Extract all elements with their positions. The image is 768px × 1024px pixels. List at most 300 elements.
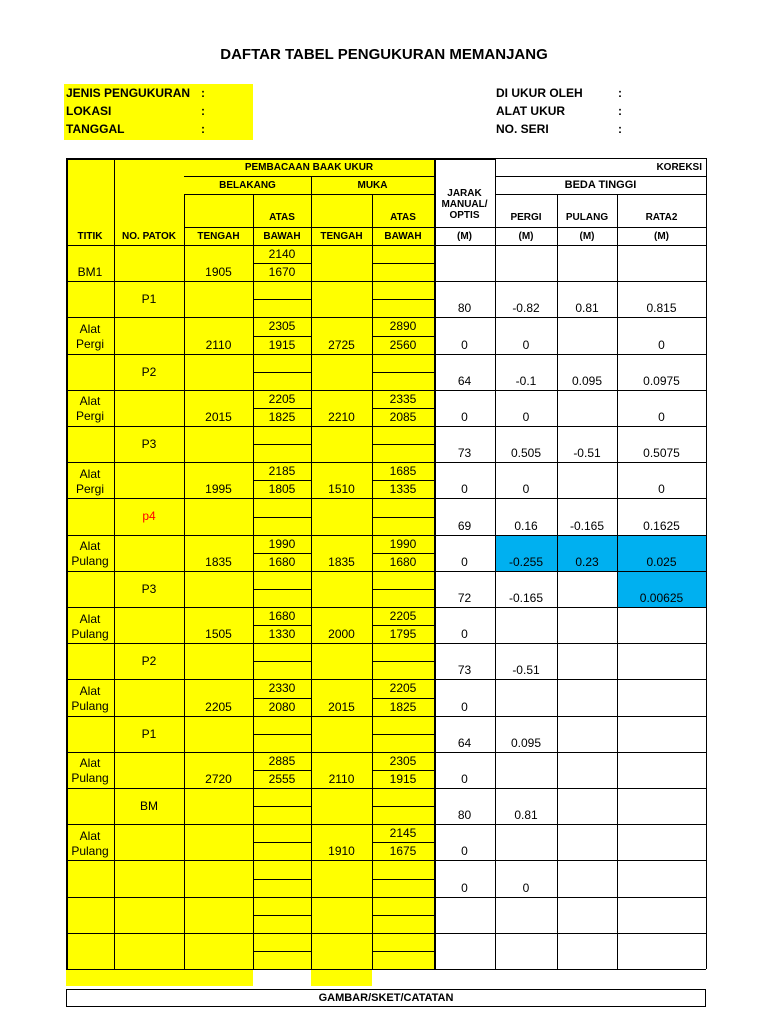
- cell-bawah-belakang: [253, 879, 311, 897]
- cell-bawah-belakang: [253, 589, 311, 607]
- grid-line: [184, 227, 434, 228]
- cell-pulang: [557, 480, 617, 498]
- cell-atas-belakang: 2330: [268, 681, 296, 696]
- cell-rata2: [617, 734, 706, 752]
- cell-bawah-belakang: [253, 299, 311, 317]
- cell-bawah-muka: [372, 734, 434, 752]
- cell-bawah-belakang: 1805: [268, 482, 296, 497]
- cell-atas-muka: [372, 245, 434, 263]
- cell-jarak: 73: [457, 663, 472, 678]
- grid-line: [495, 194, 706, 195]
- cell-pulang: -0.51: [573, 446, 601, 461]
- cell-pulang: 0.095: [571, 373, 603, 388]
- cell-tengah-belakang: [184, 299, 253, 317]
- cell-pulang: [557, 915, 617, 933]
- cell-atas-muka: 2205: [389, 681, 417, 696]
- cell-pergi: 0: [522, 482, 530, 497]
- cell-no-patok: P3: [141, 581, 157, 596]
- header-pergi: PERGI: [510, 211, 542, 223]
- cell-tengah-muka: [311, 951, 372, 969]
- cell-no-patok: P3: [141, 437, 157, 452]
- cell-atas-muka: 2335: [389, 391, 417, 406]
- cell-atas-belakang: [253, 643, 311, 661]
- cell-pergi: [495, 842, 557, 860]
- cell-atas-belakang: 2205: [268, 391, 296, 406]
- cell-tengah-muka: [311, 879, 372, 897]
- cell-tengah-belakang: [184, 661, 253, 679]
- cell-rata2: [617, 951, 706, 969]
- header-rata2: RATA2: [645, 211, 678, 223]
- cell-bawah-belakang: 1825: [268, 409, 296, 424]
- info-colon: :: [201, 104, 205, 118]
- cell-pergi: [495, 770, 557, 788]
- cell-tengah-muka: 2110: [328, 771, 355, 786]
- cell-bawah-belakang: [253, 951, 311, 969]
- cell-pulang: [557, 842, 617, 860]
- cell-bawah-belakang: [253, 806, 311, 824]
- cell-bawah-belakang: 1680: [268, 554, 296, 569]
- cell-atas-muka: [372, 933, 434, 951]
- cell-pergi: 0: [522, 409, 530, 424]
- table-bottom-border: [66, 969, 434, 970]
- cell-pulang: [557, 951, 617, 969]
- column-border: [311, 245, 312, 969]
- cell-tengah-belakang: 2015: [205, 409, 232, 424]
- cell-atas-belakang: 1990: [268, 536, 296, 551]
- header-koreksi: KOREKSI: [656, 161, 702, 173]
- cell-bawah-muka: [372, 661, 434, 679]
- cell-atas-muka: 1990: [389, 536, 417, 551]
- cell-pergi: [495, 625, 557, 643]
- cell-rata2: 0.025: [646, 554, 677, 569]
- cell-bawah-muka: 1335: [389, 482, 417, 497]
- cell-titik: [66, 716, 114, 752]
- info-colon: :: [618, 86, 622, 100]
- info-colon: :: [618, 122, 622, 136]
- column-border: [706, 245, 707, 969]
- cell-bawah-muka: [372, 806, 434, 824]
- cell-atas-belakang: [253, 716, 311, 734]
- cell-atas-muka: [372, 426, 434, 444]
- cell-pergi: -0.1: [515, 373, 537, 388]
- cell-atas-muka: [372, 571, 434, 589]
- cell-jarak: 0: [461, 699, 468, 714]
- cell-tengah-muka: [311, 734, 372, 752]
- cell-atas-muka: 1685: [389, 464, 417, 479]
- cell-bawah-muka: 1680: [389, 554, 417, 569]
- cell-atas-muka: 2145: [389, 826, 417, 841]
- grid-line: [372, 194, 373, 245]
- grid-line: [311, 194, 312, 245]
- cell-atas-muka: [372, 498, 434, 516]
- header-top-border: [66, 158, 495, 160]
- cell-tengah-muka: 1910: [328, 844, 355, 859]
- cell-tengah-belakang: [184, 879, 253, 897]
- cell-bawah-muka: [372, 517, 434, 535]
- cell-jarak: 0: [461, 409, 468, 424]
- cell-bawah-muka: 1825: [389, 699, 417, 714]
- cell-tengah-belakang: [184, 951, 253, 969]
- cell-pulang: [557, 698, 617, 716]
- header-jarak: JARAK MANUAL/ OPTIS: [441, 187, 488, 221]
- cell-bawah-belakang: [253, 915, 311, 933]
- cell-titik: Alat Pergi: [75, 394, 104, 424]
- info-label: TANGGAL: [66, 122, 125, 136]
- cell-jarak: 80: [457, 301, 472, 316]
- header-pembacaan: PEMBACAAN BAAK UKUR: [244, 161, 374, 173]
- cell-jarak: 64: [457, 735, 472, 750]
- cell-bawah-belakang: 2555: [268, 771, 296, 786]
- info-label: LOKASI: [66, 104, 112, 118]
- column-border: [372, 245, 373, 969]
- header-atas: ATAS: [390, 211, 416, 223]
- cell-tengah-belakang: 1995: [205, 482, 232, 497]
- cell-atas-belakang: 2885: [268, 753, 296, 768]
- cell-pergi: -0.165: [508, 590, 544, 605]
- cell-rata2: 0.0975: [643, 373, 680, 388]
- cell-tengah-muka: [311, 589, 372, 607]
- cell-bawah-belakang: [253, 842, 311, 860]
- column-border: [617, 245, 618, 969]
- cell-titik: Alat Pulang: [71, 611, 109, 641]
- info-colon: :: [618, 104, 622, 118]
- cell-tengah-belakang: 2205: [205, 699, 232, 714]
- info-colon: :: [201, 122, 205, 136]
- cell-titik: [66, 354, 114, 390]
- cell-jarak: 80: [457, 808, 472, 823]
- cell-rata2: [617, 263, 706, 281]
- column-border: [495, 245, 496, 969]
- cell-tengah-belakang: [184, 372, 253, 390]
- cell-pergi: 0.505: [510, 446, 542, 461]
- cell-rata2: [617, 661, 706, 679]
- cell-tengah-muka: [311, 806, 372, 824]
- cell-tengah-muka: [311, 372, 372, 390]
- cell-pulang: [557, 408, 617, 426]
- cell-titik: Alat Pergi: [75, 321, 104, 351]
- header-belakang: BELAKANG: [219, 179, 276, 191]
- cell-titik: [66, 897, 114, 933]
- grid-line: [114, 158, 115, 245]
- cell-no-patok: [114, 390, 184, 426]
- cell-no-patok: P1: [141, 726, 157, 741]
- cell-tengah-belakang: [184, 806, 253, 824]
- cell-titik: Alat Pulang: [71, 756, 109, 786]
- cell-atas-belakang: [253, 426, 311, 444]
- cell-no-patok: [114, 462, 184, 498]
- cell-rata2: 0.00625: [639, 590, 684, 605]
- cell-tengah-belakang: [184, 589, 253, 607]
- cell-atas-muka: [372, 354, 434, 372]
- cell-pergi: [495, 698, 557, 716]
- cell-rata2: 0.1625: [643, 518, 680, 533]
- cell-tengah-muka: [311, 915, 372, 933]
- header-bawah: BAWAH: [263, 231, 301, 242]
- cell-tengah-belakang: 1835: [205, 554, 232, 569]
- cell-tengah-muka: [311, 517, 372, 535]
- header-no-patok: NO. PATOK: [122, 231, 176, 242]
- grid-line: [184, 176, 434, 177]
- cell-jarak: 0: [461, 554, 468, 569]
- header-unit: (M): [579, 231, 595, 242]
- cell-tengah-belakang: 2720: [205, 771, 232, 786]
- grid-line: [184, 194, 434, 195]
- cell-atas-muka: [372, 716, 434, 734]
- header-tengah: TENGAH: [320, 231, 363, 242]
- header-atas: ATAS: [269, 211, 295, 223]
- cell-jarak: 73: [457, 446, 472, 461]
- column-border: [184, 245, 185, 969]
- info-label: JENIS PENGUKURAN: [66, 86, 191, 100]
- cell-atas-belakang: [253, 824, 311, 842]
- page-title: DAFTAR TABEL PENGUKURAN MEMANJANG: [220, 46, 548, 63]
- cell-rata2: 0.815: [646, 301, 677, 316]
- header-pulang: PULANG: [565, 211, 609, 223]
- cell-atas-muka: 2205: [389, 609, 417, 624]
- cell-tengah-muka: 1835: [328, 554, 355, 569]
- cell-bawah-belakang: 2080: [268, 699, 296, 714]
- cell-pulang: 0.81: [575, 301, 599, 316]
- cell-no-patok: [114, 607, 184, 643]
- cell-bawah-belakang: [253, 372, 311, 390]
- cell-bawah-belakang: 1670: [268, 265, 296, 280]
- footer-notes: GAMBAR/SKET/CATATAN: [66, 989, 706, 1007]
- cell-jarak: 0: [461, 880, 468, 895]
- cell-titik: Alat Pulang: [71, 683, 109, 713]
- cell-no-patok: [114, 317, 184, 353]
- cell-titik: [66, 571, 114, 607]
- cell-no-patok: P2: [141, 364, 157, 379]
- cell-no-patok: p4: [142, 509, 156, 524]
- cell-jarak: [434, 915, 495, 933]
- header-unit: (M): [654, 231, 669, 242]
- cell-rata2: [617, 625, 706, 643]
- cell-atas-belakang: [253, 498, 311, 516]
- white-gap: [372, 969, 434, 986]
- cell-pergi: 0: [522, 337, 530, 352]
- cell-tengah-muka: 2210: [328, 409, 355, 424]
- cell-rata2: [617, 915, 706, 933]
- cell-pergi: [495, 915, 557, 933]
- cell-pulang: [557, 770, 617, 788]
- cell-pergi: [495, 951, 557, 969]
- grid-line: [311, 176, 312, 194]
- cell-bawah-muka: 2560: [389, 337, 417, 352]
- cell-bawah-muka: [372, 444, 434, 462]
- cell-atas-muka: [372, 897, 434, 915]
- cell-tengah-muka: [311, 661, 372, 679]
- cell-tengah-belakang: [184, 517, 253, 535]
- cell-pulang: [557, 879, 617, 897]
- cell-atas-muka: 2890: [389, 319, 417, 334]
- cell-titik: [66, 498, 114, 534]
- cell-pergi: 0: [522, 880, 530, 895]
- cell-atas-belakang: 2305: [268, 319, 296, 334]
- header-titik: TITIK: [77, 231, 103, 242]
- cell-jarak: 0: [461, 627, 468, 642]
- cell-bawah-belakang: [253, 517, 311, 535]
- cell-titik: [66, 860, 114, 896]
- cell-bawah-muka: [372, 951, 434, 969]
- cell-no-patok: [114, 535, 184, 571]
- cell-jarak: [434, 951, 495, 969]
- cell-bawah-muka: [372, 299, 434, 317]
- cell-bawah-belakang: [253, 734, 311, 752]
- cell-rata2: 0: [658, 337, 665, 352]
- cell-rata2: [617, 879, 706, 897]
- cell-pulang: [557, 589, 617, 607]
- header-tengah: TENGAH: [197, 231, 240, 242]
- cell-rata2: 0: [658, 409, 665, 424]
- cell-atas-muka: [372, 860, 434, 878]
- cell-rata2: 0.5075: [643, 446, 680, 461]
- cell-tengah-belakang: 1905: [205, 265, 232, 280]
- cell-tengah-muka: 1510: [328, 482, 355, 497]
- cell-jarak: 0: [461, 844, 468, 859]
- cell-bawah-muka: 1915: [389, 771, 417, 786]
- cell-tengah-muka: [311, 299, 372, 317]
- info-label: DI UKUR OLEH: [496, 86, 583, 100]
- cell-rata2: [617, 698, 706, 716]
- info-label: NO. SERI: [496, 122, 549, 136]
- cell-pulang: 0.23: [575, 554, 599, 569]
- cell-titik: Alat Pulang: [71, 828, 109, 858]
- cell-tengah-belakang: [184, 734, 253, 752]
- cell-pulang: [557, 336, 617, 354]
- grid-line: [184, 194, 185, 245]
- cell-bawah-muka: 1795: [389, 627, 417, 642]
- cell-atas-belakang: [253, 897, 311, 915]
- cell-tengah-belakang: 1505: [205, 627, 232, 642]
- cell-pergi: -0.255: [508, 554, 544, 569]
- info-label: ALAT UKUR: [496, 104, 566, 118]
- column-border: [253, 245, 254, 969]
- grid-line: [495, 158, 496, 245]
- cell-rata2: 0: [658, 482, 665, 497]
- grid-line: [706, 158, 707, 245]
- cell-jarak: 69: [457, 518, 472, 533]
- column-border: [557, 245, 558, 969]
- cell-bawah-belakang: 1915: [268, 337, 296, 352]
- cell-no-patok: [114, 679, 184, 715]
- cell-no-patok: P2: [141, 654, 157, 669]
- cell-jarak: 0: [461, 337, 468, 352]
- cell-no-patok: [114, 245, 184, 281]
- cell-bawah-muka: 1675: [389, 844, 417, 859]
- cell-atas-belakang: 2140: [268, 247, 296, 262]
- cell-pulang: [557, 661, 617, 679]
- grid-line: [253, 194, 254, 245]
- cell-tengah-belakang: [184, 444, 253, 462]
- cell-no-patok: [114, 860, 184, 896]
- cell-titik: Alat Pulang: [71, 539, 109, 569]
- cell-titik: [66, 426, 114, 462]
- cell-rata2: [617, 806, 706, 824]
- cell-bawah-muka: [372, 263, 434, 281]
- cell-titik: [66, 933, 114, 969]
- cell-bawah-muka: [372, 879, 434, 897]
- cell-bawah-belakang: [253, 444, 311, 462]
- cell-titik: BM1: [77, 265, 103, 280]
- cell-atas-muka: 2305: [389, 753, 417, 768]
- cell-atas-belakang: 2185: [268, 464, 296, 479]
- column-border: [114, 245, 115, 969]
- info-colon: :: [201, 86, 205, 100]
- header-beda-tinggi: BEDA TINGGI: [564, 178, 637, 191]
- cell-atas-belakang: [253, 281, 311, 299]
- cell-pergi: 0.81: [514, 808, 538, 823]
- header-unit: (M): [457, 231, 472, 242]
- cell-pergi: -0.51: [512, 663, 540, 678]
- cell-atas-belakang: [253, 788, 311, 806]
- cell-pergi: -0.82: [512, 301, 540, 316]
- cell-jarak: 64: [457, 373, 472, 388]
- cell-bawah-belakang: 1330: [268, 627, 296, 642]
- cell-atas-muka: [372, 788, 434, 806]
- header-divider: [434, 158, 436, 245]
- cell-tengah-muka: [311, 263, 372, 281]
- white-gap: [253, 969, 311, 986]
- cell-tengah-muka: 2000: [328, 627, 355, 642]
- grid-line: [434, 227, 706, 228]
- cell-pulang: [557, 263, 617, 281]
- cell-bawah-muka: 2085: [389, 409, 417, 424]
- header-unit: (M): [518, 231, 534, 242]
- cell-titik: [66, 643, 114, 679]
- grid-line: [495, 176, 706, 177]
- cell-tengah-muka: [311, 444, 372, 462]
- cell-jarak: 0: [461, 771, 468, 786]
- cell-jarak: 72: [457, 590, 472, 605]
- cell-tengah-belakang: [184, 842, 253, 860]
- cell-atas-belakang: [253, 354, 311, 372]
- cell-tengah-muka: 2725: [328, 337, 355, 352]
- cell-titik: [66, 788, 114, 824]
- grid-line: [617, 194, 618, 245]
- cell-pergi: 0.095: [510, 735, 542, 750]
- cell-pergi: 0.16: [514, 518, 538, 533]
- cell-bawah-muka: [372, 372, 434, 390]
- cell-pergi: [495, 263, 557, 281]
- cell-pulang: [557, 734, 617, 752]
- cell-no-patok: [114, 897, 184, 933]
- cell-rata2: [617, 842, 706, 860]
- cell-titik: [66, 281, 114, 317]
- cell-no-patok: BM: [140, 799, 158, 814]
- cell-no-patok: P1: [141, 292, 157, 307]
- cell-tengah-muka: 2015: [328, 699, 355, 714]
- cell-atas-belakang: 1680: [268, 609, 296, 624]
- header-muka: MUKA: [357, 179, 388, 191]
- cell-no-patok: [114, 752, 184, 788]
- cell-atas-belakang: [253, 933, 311, 951]
- cell-atas-muka: [372, 281, 434, 299]
- cell-pulang: [557, 625, 617, 643]
- cell-bawah-muka: [372, 915, 434, 933]
- header-bawah: BAWAH: [384, 231, 422, 242]
- cell-rata2: [617, 770, 706, 788]
- cell-atas-belakang: [253, 571, 311, 589]
- cell-titik: Alat Pergi: [75, 466, 104, 496]
- cell-atas-belakang: [253, 860, 311, 878]
- cell-tengah-belakang: 2110: [205, 337, 232, 352]
- grid-line: [557, 194, 558, 245]
- cell-no-patok: [114, 824, 184, 860]
- cell-no-patok: [114, 933, 184, 969]
- column-border: [434, 245, 436, 969]
- cell-pulang: -0.165: [569, 518, 605, 533]
- cell-bawah-belakang: [253, 661, 311, 679]
